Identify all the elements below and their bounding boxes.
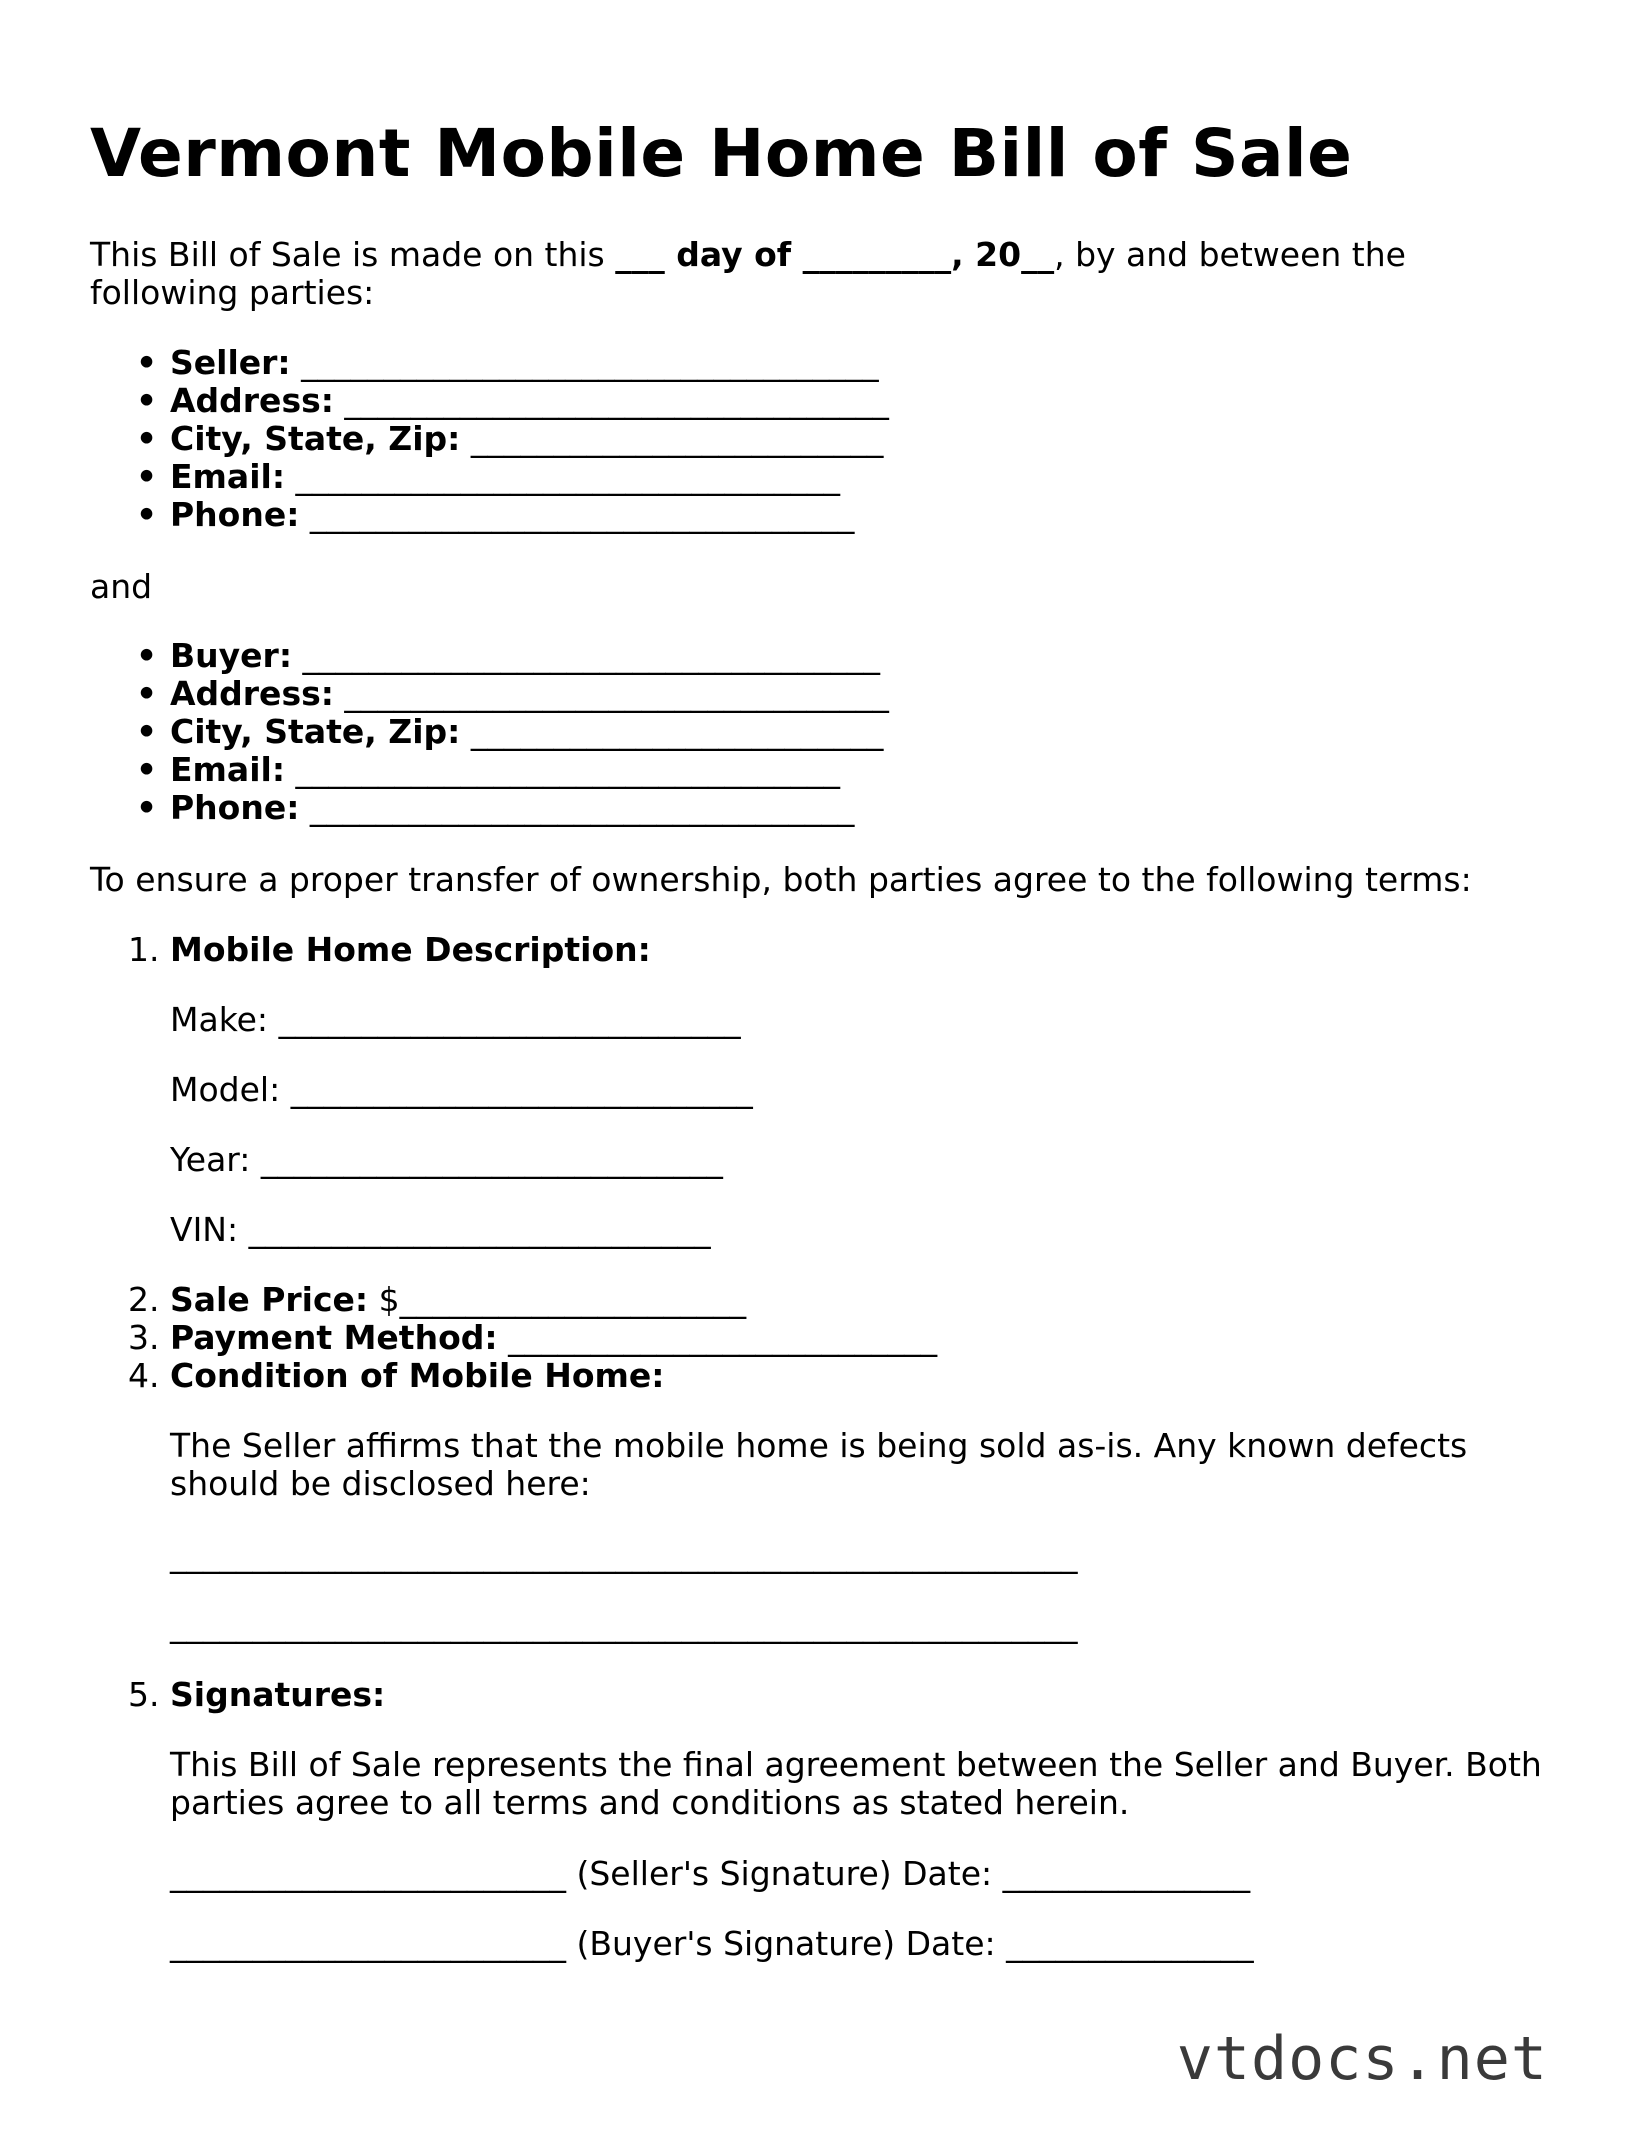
field-blank: _________________________________ [295, 750, 841, 789]
term-payment-method [170, 1319, 937, 1357]
vin-field [170, 1211, 711, 1249]
term-number: 3. [128, 1318, 160, 1357]
field-label: City, State, Zip: [170, 712, 461, 751]
field-label: Address: [170, 674, 334, 713]
term-number: 1. [128, 930, 160, 969]
field-blank: ____________________________ [290, 1070, 753, 1109]
term-sale-price [170, 1281, 746, 1319]
field-blank: _________________________ [470, 712, 884, 751]
field-blank: ____________________________ [260, 1140, 723, 1179]
defect-line: _______________________________________________________ [170, 1535, 1078, 1574]
field-label: Year: [170, 1140, 251, 1179]
field-blank: ____________________________ [278, 1000, 741, 1039]
field-blank: ___________________________________ [302, 636, 881, 675]
field-label: Buyer: [170, 636, 293, 675]
field-label: Make: [170, 1000, 269, 1039]
condition-paragraph: The Seller affirms that the mobile home is being sold as-is. Any known defects should be disclosed here: [170, 1426, 1468, 1503]
watermark-text: vtdocs.net [1176, 2024, 1548, 2094]
terms-list [90, 0, 1570, 2100]
payment-method-blank: __________________________ [497, 1318, 938, 1357]
year-field [170, 1141, 723, 1179]
term-number: 5. [128, 1675, 160, 1714]
intro-date-blanks: ___ day of _________, 20__ [615, 235, 1055, 274]
field-label: City, State, Zip: [170, 419, 461, 458]
and-text: and [90, 567, 153, 606]
term-signatures: Signatures: [170, 1675, 386, 1714]
field-blank: _________________________________ [344, 381, 889, 420]
field-blank: ____________________________ [248, 1210, 711, 1249]
field-blank: _________________________________ [295, 457, 841, 496]
field-blank: _________________________________ [309, 495, 855, 534]
field-label: Phone: [170, 495, 300, 534]
model-field [170, 1071, 753, 1109]
term-mobile-home-description: Mobile Home Description: [170, 930, 651, 969]
sale-price-blank: $_____________________ [368, 1280, 747, 1319]
field-label: Phone: [170, 788, 300, 827]
intro-text-start: This Bill of Sale is made on this [90, 235, 616, 274]
term-number: 2. [128, 1280, 160, 1319]
term-label: Payment Method: [170, 1318, 498, 1357]
document-title: Vermont Mobile Home Bill of Sale [90, 115, 1353, 192]
signature-paragraph: This Bill of Sale represents the final agreement between the Seller and Buyer. Both parties agree to all terms and conditions as stated herein. [170, 1745, 1542, 1822]
make-field [170, 1001, 741, 1039]
field-label: VIN: [170, 1210, 239, 1249]
seller-signature-line: ________________________ (Seller's Signature) Date: _______________ [170, 1854, 1251, 1893]
term-label: Sale Price: [170, 1280, 369, 1319]
field-blank: _________________________________ [309, 788, 855, 827]
field-label: Email: [170, 457, 286, 496]
field-label: Email: [170, 750, 286, 789]
field-label: Seller: [170, 343, 291, 382]
field-blank: ___________________________________ [301, 343, 879, 382]
field-label: Model: [170, 1070, 281, 1109]
field-label: Address: [170, 381, 334, 420]
intro-text-end: , by and between the following parties: [90, 235, 1406, 312]
buyer-signature-line: ________________________ (Buyer's Signature) Date: _______________ [170, 1924, 1254, 1963]
term-condition: Condition of Mobile Home: [170, 1356, 665, 1395]
term-number: 4. [128, 1356, 160, 1395]
terms-intro: To ensure a proper transfer of ownership, both parties agree to the following terms: [90, 860, 1472, 899]
field-blank: _________________________________ [344, 674, 889, 713]
defect-line: _______________________________________________________ [170, 1605, 1078, 1644]
field-blank: _________________________ [470, 419, 884, 458]
